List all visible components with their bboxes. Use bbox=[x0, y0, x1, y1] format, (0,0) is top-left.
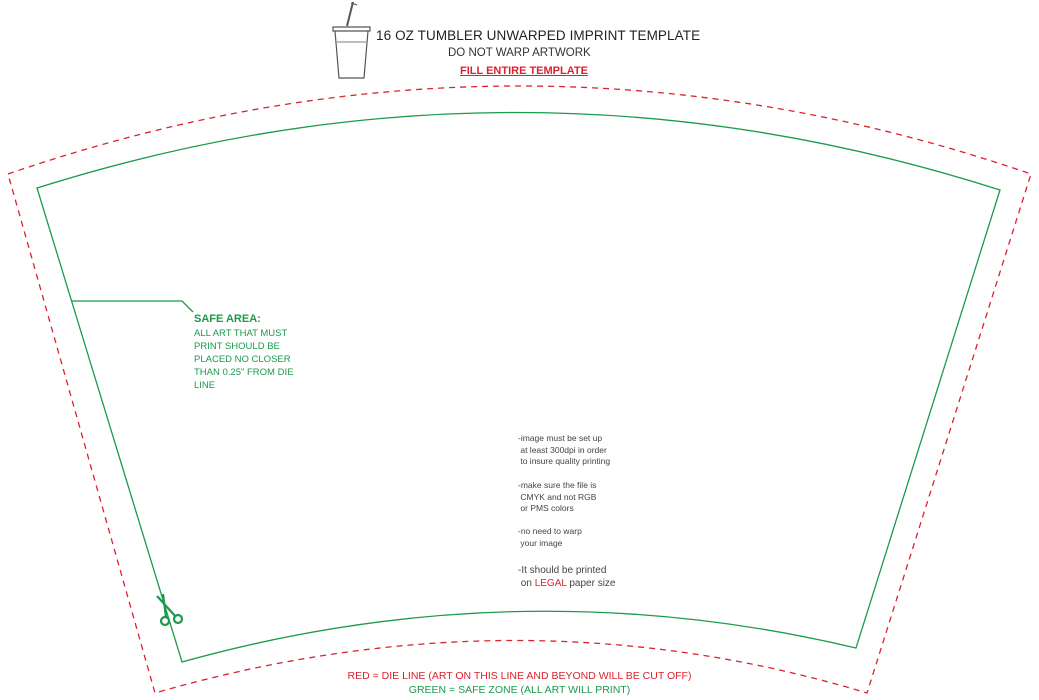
scissors-icon bbox=[157, 594, 182, 625]
safe-area-leader-line bbox=[72, 301, 193, 312]
safe-area-heading: SAFE AREA: bbox=[194, 313, 261, 325]
page-subtitle: DO NOT WARP ARTWORK bbox=[448, 47, 591, 59]
legend-die-line: RED = DIE LINE (ART ON THIS LINE AND BEYOND WILL BE CUT OFF) bbox=[347, 670, 692, 682]
tumbler-cup-icon bbox=[333, 2, 370, 78]
fill-template-notice: FILL ENTIRE TEMPLATE bbox=[460, 65, 588, 77]
note-paper-size-prefix: -It should be printed on bbox=[518, 565, 607, 589]
note-resolution: -image must be set up at least 300dpi in order to insure quality printing bbox=[518, 433, 611, 466]
note-paper-size-suffix: paper size bbox=[566, 578, 616, 589]
legend-safe-zone: GREEN = SAFE ZONE (ALL ART WILL PRINT) bbox=[408, 684, 631, 696]
safe-area-description: ALL ART THAT MUST PRINT SHOULD BE PLACED NO CLOSER THAN 0.25" FROM DIE LINE bbox=[194, 328, 294, 391]
note-paper-size-highlight: LEGAL bbox=[534, 578, 567, 589]
note-paper-size bbox=[518, 564, 615, 590]
note-color-mode: -make sure the file is CMYK and not RGB or PMS colors bbox=[518, 480, 597, 513]
page-title: 16 OZ TUMBLER UNWARPED IMPRINT TEMPLATE bbox=[376, 28, 701, 43]
note-no-warp: -no need to warp your image bbox=[518, 526, 582, 548]
